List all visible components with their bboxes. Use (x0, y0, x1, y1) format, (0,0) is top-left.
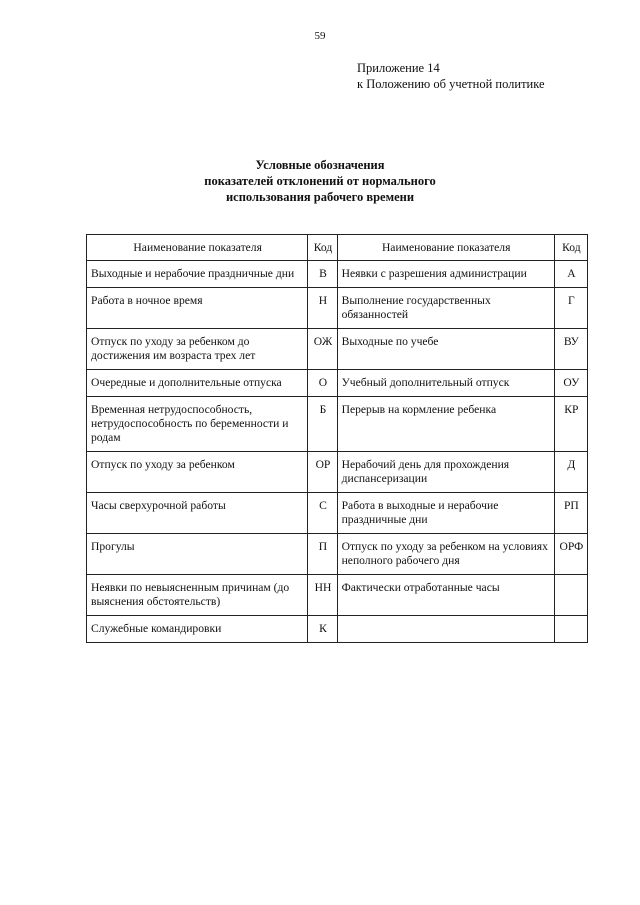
indicator-code: А (554, 261, 587, 288)
appendix-line-2: к Положению об учетной политике (357, 77, 545, 91)
indicator-code: Д (554, 452, 587, 493)
indicator-code: П (308, 534, 337, 575)
indicator-name: Выполнение государственных обязанностей (337, 288, 554, 329)
indicator-code: ОР (308, 452, 337, 493)
indicator-name: Очередные и дополнительные отпуска (87, 370, 308, 397)
indicator-name: Неявки с разрешения администрации (337, 261, 554, 288)
indicator-code: ВУ (554, 329, 587, 370)
title-line-1: Условные обозначения (255, 158, 385, 172)
indicator-code: РП (554, 493, 587, 534)
indicator-code: К (308, 616, 337, 643)
indicator-code: КР (554, 397, 587, 452)
indicator-name: Учебный дополнительный отпуск (337, 370, 554, 397)
indicator-name: Отпуск по уходу за ребенком до достижения им возраста трех лет (87, 329, 308, 370)
title-line-3: использования рабочего времени (225, 190, 415, 204)
indicator-name: Перерыв на кормление ребенка (337, 397, 554, 452)
indicator-code: Г (554, 288, 587, 329)
table-row (87, 493, 588, 534)
indicator-name: Выходные и нерабочие праздничные дни (87, 261, 308, 288)
indicator-name: Прогулы (87, 534, 308, 575)
indicator-name: Фактически отработанные часы (337, 575, 554, 616)
table-row (87, 288, 588, 329)
indicator-name: Служебные командировки (87, 616, 308, 643)
indicator-name: Выходные по учебе (337, 329, 554, 370)
table-row (87, 329, 588, 370)
indicator-code: НН (308, 575, 337, 616)
appendix-line-1: Приложение 14 (357, 61, 440, 75)
indicator-code (554, 575, 587, 616)
indicator-name: Отпуск по уходу за ребенком на условиях неполного рабочего дня (337, 534, 554, 575)
table-header-row (87, 235, 588, 261)
header-code-left: Код (308, 235, 337, 261)
indicator-code: Н (308, 288, 337, 329)
table-row (87, 261, 588, 288)
indicator-name: Временная нетрудоспособность, нетрудоспособность по беременности и родам (87, 397, 308, 452)
table-row (87, 534, 588, 575)
indicator-code: ОУ (554, 370, 587, 397)
table-row (87, 452, 588, 493)
indicator-code: ОЖ (308, 329, 337, 370)
table-row (87, 575, 588, 616)
table-row (87, 616, 588, 643)
indicator-name: Часы сверхурочной работы (87, 493, 308, 534)
table-row (87, 397, 588, 452)
header-code-right: Код (554, 235, 587, 261)
indicator-name: Неявки по невыясненным причинам (до выяснения обстоятельств) (87, 575, 308, 616)
table-row (87, 370, 588, 397)
indicator-code: О (308, 370, 337, 397)
header-name-left: Наименование показателя (87, 235, 308, 261)
title-line-2: показателей отклонений от нормального (204, 174, 436, 188)
indicator-code: В (308, 261, 337, 288)
appendix-reference (357, 60, 545, 92)
codes-table (86, 234, 588, 643)
page-number: 59 (314, 30, 326, 42)
indicator-name: Работа в ночное время (87, 288, 308, 329)
indicator-code: ОРФ (554, 534, 587, 575)
indicator-code: С (308, 493, 337, 534)
header-name-right: Наименование показателя (337, 235, 554, 261)
indicator-name: Нерабочий день для прохождения диспансеризации (337, 452, 554, 493)
indicator-name (337, 616, 554, 643)
indicator-name: Отпуск по уходу за ребенком (87, 452, 308, 493)
indicator-name: Работа в выходные и нерабочие праздничные дни (337, 493, 554, 534)
indicator-code (554, 616, 587, 643)
indicator-code: Б (308, 397, 337, 452)
document-title (0, 157, 640, 205)
